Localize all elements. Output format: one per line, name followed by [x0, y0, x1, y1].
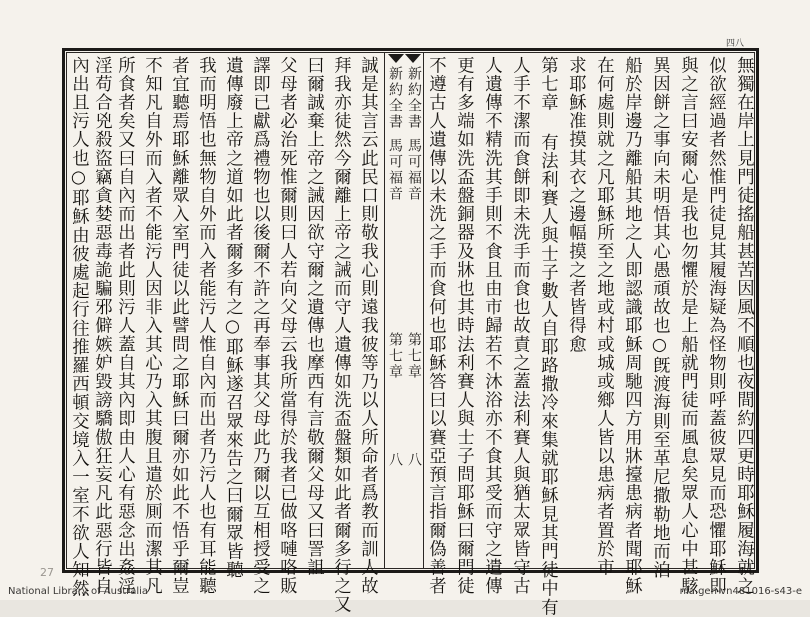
fish-tail-mark — [388, 54, 404, 63]
text-column: 內出且污人也○耶穌由彼處起行往推羅西頓交境入一室不欲人知然 — [68, 56, 89, 598]
text-column: 所食者矣又曰自內而出者此則污人蓋自其內即由人心有惡念出姦淫 — [114, 56, 135, 596]
strip-chapter-left: 第七章 — [387, 332, 403, 380]
text-column: 不遵古人遺傳以未洗之手而食何也耶穌答曰以賽亞預言指爾偽善者 — [425, 56, 446, 596]
text-column: 船於岸邊乃離船其地之人即認識耶穌周馳四方用牀擡患病者聞耶穌 — [621, 56, 642, 596]
text-column: 父母者必治死惟爾則曰人若向父母云我所當得於我者已做咯嗹咯販 — [276, 56, 297, 596]
text-column: 譯即已獻爲禮物也以後爾不許之再奉事其父母此乃爾以互相授受之 — [249, 56, 270, 596]
chapter-heading-column: 第七章 有法利賽人與士子數人自耶路撒冷來集就耶穌見其門徒中有 — [537, 56, 558, 617]
text-column: 求耶穌准摸其衣之邊幅摸之者皆得愈 — [565, 56, 586, 354]
leaf-number-mark: 四八 — [726, 39, 745, 49]
center-margin-strip — [384, 52, 424, 569]
strip-chapter-right: 第七章 — [406, 332, 422, 380]
strip-title-right: 新約全書 — [406, 66, 422, 130]
corner-mark: 27 — [40, 566, 54, 579]
text-column: 在何處則就之凡耶穌所至之地或村或城或鄉人皆以患病者置於市 — [593, 56, 614, 577]
image-identifier: nla.gen-vn481016-s43-e — [679, 586, 802, 597]
text-column: 不知凡自外而入者不能污人因非入其心乃入其腹且遣於厠而潔其凡 — [141, 56, 162, 596]
strip-leaf-right: 八 — [406, 452, 422, 468]
text-column: 者宜聽焉耶穌離眾入室門徒以此譬問之耶穌曰爾亦如此不悟乎爾豈 — [168, 56, 189, 596]
text-column: 誠是其言云此民口則敬我心則遠我彼等乃以人所命者爲教而訓人故 — [357, 56, 378, 596]
strip-leaf-left: 八 — [387, 452, 403, 468]
text-column: 更有多端如洗盃盤銅器及牀也其時法利賽人與士子問耶穌曰爾門徒 — [453, 56, 474, 596]
text-column: 遺傳廢上帝之道如此者爾多有之○耶穌遂召眾來告之曰爾眾皆聽 — [222, 56, 243, 580]
text-column: 與之言曰安爾心是我也勿懼於是上船就門徒而風息矣眾人心中甚駭 — [677, 56, 698, 596]
text-column: 曰爾誠棄上帝之誡因欲守爾之遺傳也摩西有言敬爾父母又曰詈詛 — [303, 56, 324, 577]
text-column: 人遺傳不精洗其手則不食且由市歸若不沐浴亦不食其受而守之遺傳 — [481, 56, 502, 596]
text-column: 我而明悟也無物自外而入者能污人惟自內而出者乃污人也有耳能聽 — [195, 56, 216, 596]
text-column: 淫苟合兇殺盜竊貪婪惡毒詭騙邪僻嫉妒毀謗驕傲狂妄凡此惡行皆自 — [91, 56, 112, 596]
strip-book-right: 馬可福音 — [406, 138, 422, 202]
text-column: 人手不潔而食餅即未洗手而食也故責之蓋法利賽人與猶太眾皆守古 — [509, 56, 530, 596]
fish-tail-mark — [405, 54, 421, 63]
library-credit: National Library of Australia — [8, 586, 149, 597]
strip-book-left: 馬可福音 — [387, 138, 403, 202]
text-column: 拜我亦徒然今爾離上帝之誡而守人遺傳如洗盃盤類如此者爾多行之又 — [330, 56, 351, 614]
text-column: 無獨在岸上見門徒搖船甚苦因風不順也夜間約四更時耶穌履海就之 — [733, 56, 754, 596]
text-column: 似欲經過者然惟門徒見其履海疑為怪物則呼蓋彼眾見而恐懼耶穌即 — [705, 56, 726, 596]
text-column: 異因餅之事向未明悟其心愚頑故也○旣渡海則至革尼撒勒地而泊 — [649, 56, 670, 580]
strip-title-left: 新約全書 — [387, 66, 403, 130]
